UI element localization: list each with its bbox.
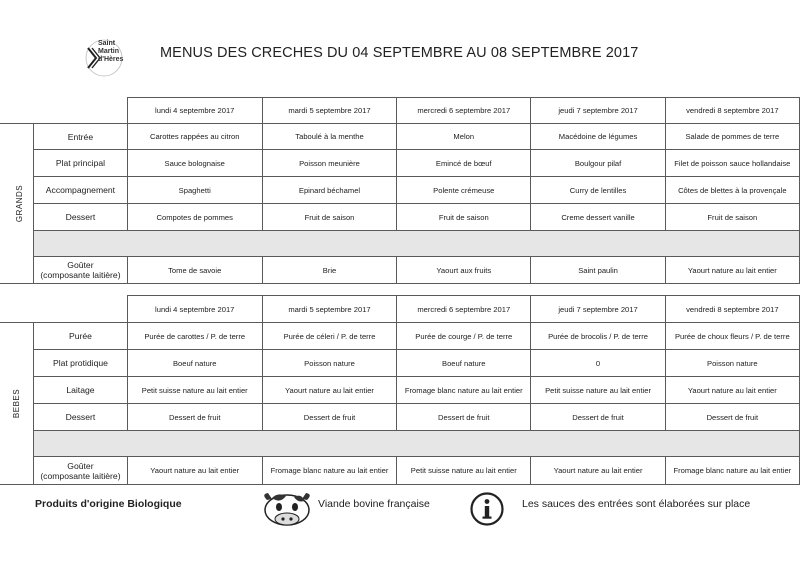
row-label: Laitage <box>34 377 127 404</box>
menu-cell: Dessert de fruit <box>531 404 665 431</box>
menu-cell: Fromage blanc nature au lait entier <box>665 457 799 485</box>
menu-cell: Poisson nature <box>665 350 799 377</box>
menu-cell: Purée de céleri / P. de terre <box>262 323 396 350</box>
menu-cell: Purée de carottes / P. de terre <box>127 323 262 350</box>
sauces-legend: Les sauces des entrées sont élaborées sur place <box>522 498 751 510</box>
menu-cell: Yaourt nature au lait entier <box>665 377 799 404</box>
menu-cell: Creme dessert vanille <box>531 204 665 231</box>
table-row <box>0 150 800 177</box>
menu-cell: Boeuf nature <box>127 350 262 377</box>
row-label-gouter <box>34 257 127 284</box>
menu-cell: Emincé de bœuf <box>397 150 531 177</box>
day-header: mardi 5 septembre 2017 <box>262 296 396 323</box>
row-label: Dessert <box>34 204 127 231</box>
gouter-label: Goûter <box>67 260 94 270</box>
row-label: Dessert <box>34 404 127 431</box>
row-label: Purée <box>34 323 127 350</box>
menu-cell: Côtes de blettes à la provençale <box>665 177 799 204</box>
bio-legend: Produits d'origine Biologique <box>35 498 182 510</box>
menu-cell: Taboulé à la menthe <box>262 124 396 150</box>
menu-cell: Tome de savoie <box>127 257 262 284</box>
table-row <box>0 177 800 204</box>
menu-cell: Boulgour pilaf <box>531 150 665 177</box>
shaded-row <box>0 231 800 257</box>
legend-footer <box>0 490 800 530</box>
menu-cell: Brie <box>262 257 396 284</box>
shaded-row <box>0 431 800 457</box>
menu-cell: Dessert de fruit <box>127 404 262 431</box>
menu-cell: Epinard béchamel <box>262 177 396 204</box>
menu-cell: Fruit de saison <box>397 204 531 231</box>
cow-icon <box>258 490 316 530</box>
menu-cell: Dessert de fruit <box>262 404 396 431</box>
logo-line: Saint <box>98 40 116 47</box>
day-header: jeudi 7 septembre 2017 <box>531 98 665 124</box>
gouter-label: Goûter <box>67 460 94 471</box>
menu-cell: Purée de brocolis / P. de terre <box>531 323 665 350</box>
shaded-spacer <box>34 231 800 257</box>
section-label: GRANDS <box>15 184 25 223</box>
menu-cell: Petit suisse nature au lait entier <box>397 457 531 485</box>
menu-cell: Boeuf nature <box>397 350 531 377</box>
menu-cell: Purée de choux fleurs / P. de terre <box>665 323 799 350</box>
row-label: Accompagnement <box>34 177 127 204</box>
menu-cell: Purée de courge / P. de terre <box>397 323 531 350</box>
menu-cell: 0 <box>531 350 665 377</box>
table-row <box>0 377 800 404</box>
row-label-gouter <box>34 457 127 485</box>
day-header: mercredi 6 septembre 2017 <box>397 98 531 124</box>
menu-cell: Yaourt nature au lait entier <box>531 457 665 485</box>
menu-cell: Salade de pommes de terre <box>665 124 799 150</box>
menu-cell: Yaourt aux fruits <box>397 257 531 284</box>
table-row <box>0 204 800 231</box>
grands-menu-table <box>0 97 800 284</box>
day-header: lundi 4 septembre 2017 <box>127 296 262 323</box>
row-label: Plat protidique <box>34 350 127 377</box>
menu-cell: Macédoine de légumes <box>531 124 665 150</box>
menu-cell: Melon <box>397 124 531 150</box>
info-icon <box>470 492 504 526</box>
menu-cell: Spaghetti <box>127 177 262 204</box>
row-label: Entrée <box>34 124 127 150</box>
section-label-grands <box>0 124 34 284</box>
menu-cell: Polente crémeuse <box>397 177 531 204</box>
menu-cell: Yaourt nature au lait entier <box>665 257 799 284</box>
menu-cell: Fromage blanc nature au lait entier <box>397 377 531 404</box>
day-header: vendredi 8 septembre 2017 <box>665 98 799 124</box>
row-label: Plat principal <box>34 150 127 177</box>
menu-cell: Petit suisse nature au lait entier <box>531 377 665 404</box>
menu-cell: Poisson meunière <box>262 150 396 177</box>
table-row <box>0 257 800 284</box>
menu-cell: Fruit de saison <box>262 204 396 231</box>
page-title: MENUS DES CRECHES DU 04 SEPTEMBRE AU 08 SEPTEMBRE 2017 <box>160 45 639 61</box>
menu-cell: Compotes de pommes <box>127 204 262 231</box>
menu-cell: Yaourt nature au lait entier <box>127 457 262 485</box>
menu-cell: Dessert de fruit <box>665 404 799 431</box>
gouter-sublabel: (composante laitière) <box>40 270 121 280</box>
bebes-menu-table <box>0 295 800 485</box>
table-row <box>0 323 800 350</box>
menu-cell: Filet de poisson sauce hollandaise <box>665 150 799 177</box>
day-header: vendredi 8 septembre 2017 <box>665 296 799 323</box>
section-label-bebes <box>0 323 34 485</box>
logo-line: Martin <box>98 48 119 55</box>
logo-text <box>98 40 123 64</box>
day-header: mercredi 6 septembre 2017 <box>397 296 531 323</box>
menu-cell: Saint paulin <box>531 257 665 284</box>
shaded-spacer <box>34 431 800 457</box>
menu-cell: Fromage blanc nature au lait entier <box>262 457 396 485</box>
logo-line: d'Hères <box>98 56 124 63</box>
menu-cell: Curry de lentilles <box>531 177 665 204</box>
day-header: lundi 4 septembre 2017 <box>127 98 262 124</box>
menu-cell: Fruit de saison <box>665 204 799 231</box>
menu-cell: Poisson nature <box>262 350 396 377</box>
day-header: jeudi 7 septembre 2017 <box>531 296 665 323</box>
menu-cell: Petit suisse nature au lait entier <box>127 377 262 404</box>
menu-cell: Carottes rappées au citron <box>127 124 262 150</box>
table-row <box>0 350 800 377</box>
gouter-sublabel: (composante laitière) <box>40 470 121 481</box>
table-row <box>0 404 800 431</box>
viande-legend: Viande bovine française <box>318 498 430 510</box>
menu-cell: Dessert de fruit <box>397 404 531 431</box>
section-label: BEBES <box>12 388 22 419</box>
table-row <box>0 457 800 485</box>
menu-cell: Sauce bolognaise <box>127 150 262 177</box>
day-header: mardi 5 septembre 2017 <box>262 98 396 124</box>
table-row <box>0 124 800 150</box>
menu-cell: Yaourt nature au lait entier <box>262 377 396 404</box>
